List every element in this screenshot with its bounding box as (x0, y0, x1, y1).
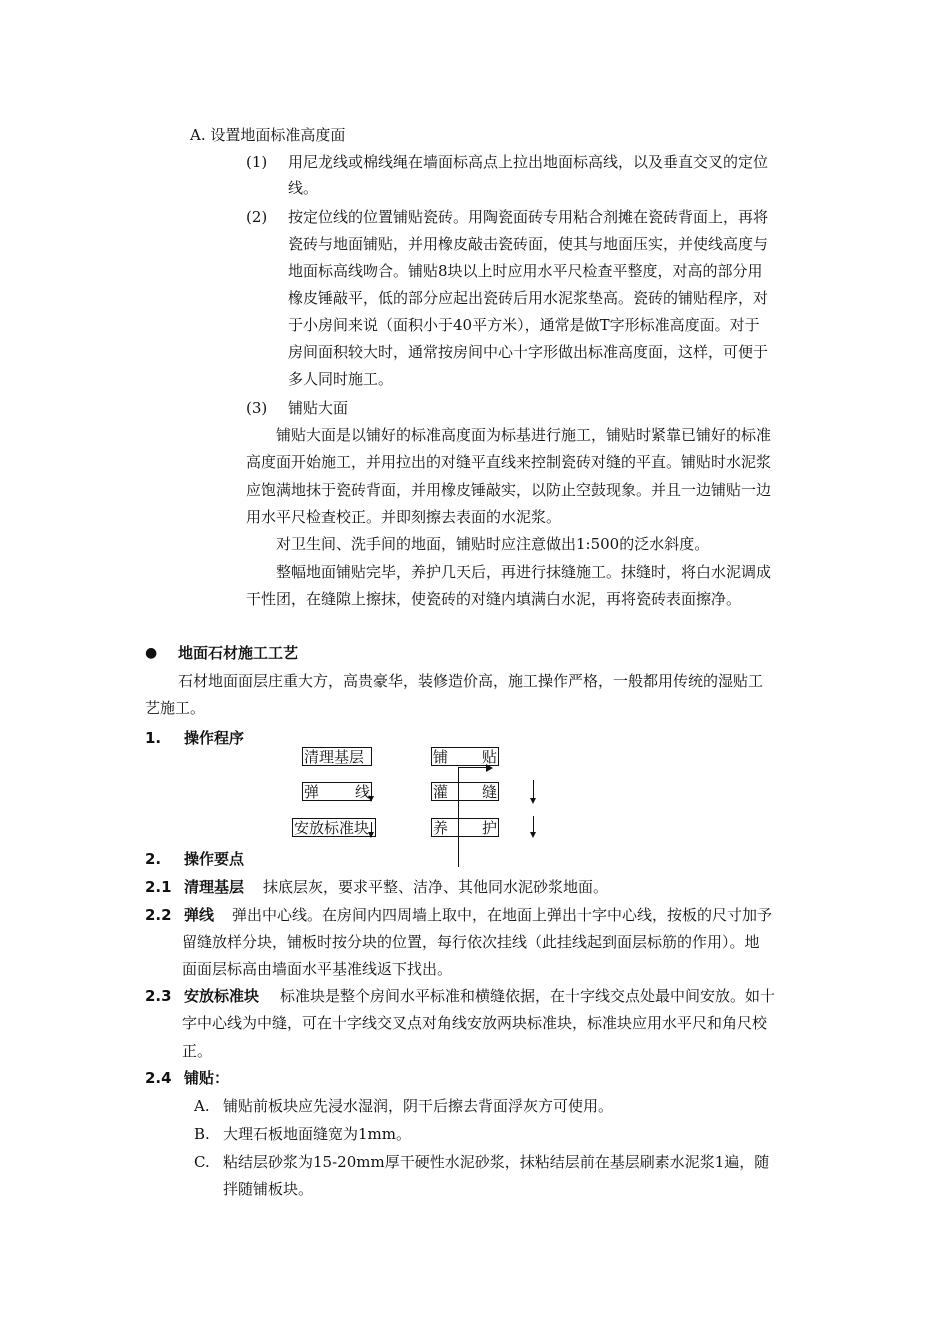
flow-box-clean-base (302, 747, 372, 766)
item-3-number: (3) (246, 399, 268, 417)
list-marker: A. (194, 1097, 210, 1115)
list-marker: C. (194, 1153, 210, 1171)
item-1-number: (1) (246, 153, 268, 171)
flow-box-snap-line (302, 782, 372, 801)
flow-connector-line (371, 786, 372, 796)
step-1-number: 1. (145, 729, 162, 747)
item-2-line: 瓷砖与地面铺贴，并用橡皮敲击瓷砖面，使其与地面压实，并使线高度与 (288, 235, 769, 253)
paragraph-line: 高度面开始施工，并用拉出的对缝平直线来控制瓷砖对缝的平直。铺贴时水泥浆 (246, 453, 772, 471)
flow-box-label: 安放标准块 (294, 819, 370, 837)
paragraph-line: 应饱满地抹于瓷砖背面，并用橡皮锤敲实，以防止空鼓现象。并且一边铺贴一边 (246, 481, 772, 499)
item-1-line-1: 用尼龙线或棉线绳在墙面标高点上拉出地面标高线，以及垂直交叉的定位 (288, 153, 769, 171)
paragraph-line: 正。 (182, 1042, 213, 1060)
point-2-4-title: 铺贴： (184, 1069, 230, 1087)
point-2-3-number: 2.3 (145, 987, 172, 1005)
item-2-line: 地面标高线吻合。铺贴8块以上时应用水平尺检查平整度，对高的部分用 (288, 262, 763, 280)
arrow-down-icon (368, 796, 374, 802)
paragraph-line: 铺贴大面是以铺好的标准高度面为标基进行施工，铺贴时紧靠已铺好的标准 (276, 426, 772, 444)
section-a-heading: A. 设置地面标准高度面 (190, 126, 346, 144)
point-2-1-title: 清理基层 (184, 878, 245, 896)
point-2-3-title: 安放标准块 (184, 987, 260, 1005)
point-2-2-title: 弹线 (184, 906, 215, 924)
arrow-down-icon (368, 832, 374, 838)
flow-box-label: 贴 (481, 748, 497, 766)
point-2-1-text: 抹底层灰，要求平整、洁净、其他同水泥砂浆地面。 (263, 878, 609, 896)
flow-box-label: 缝 (481, 783, 497, 801)
point-2-4-number: 2.4 (145, 1069, 172, 1087)
item-1-line-2: 线。 (288, 179, 319, 197)
paragraph-line: 整幅地面铺贴完毕，养护几天后，再进行抹缝施工。抹缝时，将白水泥调成 (276, 563, 772, 581)
flow-box-curing (431, 818, 499, 837)
step-1-title: 操作程序 (184, 729, 245, 747)
list-item-text: 大理石板地面缝宽为1mm。 (223, 1125, 411, 1143)
point-2-1-number: 2.1 (145, 878, 172, 896)
list-item-text: 拌随铺板块。 (223, 1180, 314, 1198)
flow-box-place-standard-block (292, 818, 376, 837)
flow-connector-line (458, 767, 488, 768)
arrow-down-icon (530, 832, 536, 838)
flow-connector-line (533, 780, 534, 800)
item-2-line: 房间面积较大时，通常按房间中心十字形做出标准高度面，这样，可便于 (288, 343, 769, 361)
flow-connector-line (458, 767, 459, 867)
flow-box-grouting (431, 782, 499, 801)
flow-box-label: 清理基层 (304, 748, 365, 766)
paragraph-line: 标准块是整个房间水平标准和横缝依据，在十字线交点处最中间安放。如十 (280, 987, 776, 1005)
paragraph-line: 对卫生间、洗手间的地面，铺贴时应注意做出1:500的泛水斜度。 (276, 535, 710, 553)
flow-box-label: 线 (354, 783, 370, 801)
step-2-title: 操作要点 (184, 850, 245, 868)
arrow-right-icon (486, 764, 493, 772)
section-title: 地面石材施工工艺 (178, 644, 299, 662)
paragraph-line: 面面层标高由墙面水平基准线返下找出。 (182, 960, 453, 978)
item-2-line: 于小房间来说（面积小于40平方米），通常是做T字形标准高度面。对于 (288, 316, 760, 334)
flow-connector-line (371, 822, 372, 832)
point-2-2-number: 2.2 (145, 906, 172, 924)
item-2-line: 按定位线的位置铺贴瓷砖。用陶瓷面砖专用粘合剂摊在瓷砖背面上，再将 (288, 208, 769, 226)
paragraph-line: 干性团，在缝隙上擦抹，使瓷砖的对缝内填满白水泥，再将瓷砖表面擦净。 (246, 590, 742, 608)
paragraph-line: 弹出中心线。在房间内四周墙上取中，在地面上弹出十字中心线，按板的尺寸加予 (232, 906, 773, 924)
step-2-number: 2. (145, 850, 162, 868)
list-item-text: 铺贴前板块应先浸水湿润，阴干后擦去背面浮灰方可使用。 (223, 1097, 614, 1115)
arrow-down-icon (530, 798, 536, 804)
flow-box-label: 养 (433, 819, 449, 837)
item-2-number: (2) (246, 208, 268, 226)
item-2-line: 多人同时施工。 (288, 370, 394, 388)
paragraph-line: 留缝放样分块，铺板时按分块的位置，每行依次挂线（此挂线起到面层标筋的作用）。地 (182, 933, 760, 951)
list-marker: B. (194, 1125, 210, 1143)
paragraph-line: 用水平尺检查校正。并即刻擦去表面的水泥浆。 (246, 508, 562, 526)
item-3-title: 铺贴大面 (288, 399, 349, 417)
bullet-icon: ● (145, 645, 158, 661)
flow-box-label: 灌 (433, 783, 449, 801)
flow-box-label: 铺 (433, 748, 449, 766)
paragraph-line: 艺施工。 (145, 699, 206, 717)
flow-box-label: 护 (481, 819, 497, 837)
paragraph-line: 字中心线为中缝，可在十字线交叉点对角线安放两块标准块，标准块应用水平尺和角尺校 (182, 1014, 768, 1032)
flow-box-label: 弹 (304, 783, 320, 801)
list-item-text: 粘结层砂浆为15-20mm厚干硬性水泥砂浆，抹粘结层前在基层刷素水泥浆1遍，随 (223, 1153, 770, 1171)
paragraph-line: 石材地面面层庄重大方，高贵豪华，装修造价高，施工操作严格，一般都用传统的湿贴工 (178, 672, 764, 690)
item-2-line: 橡皮锤敲平，低的部分应起出瓷砖后用水泥浆垫高。瓷砖的铺贴程序，对 (288, 289, 769, 307)
